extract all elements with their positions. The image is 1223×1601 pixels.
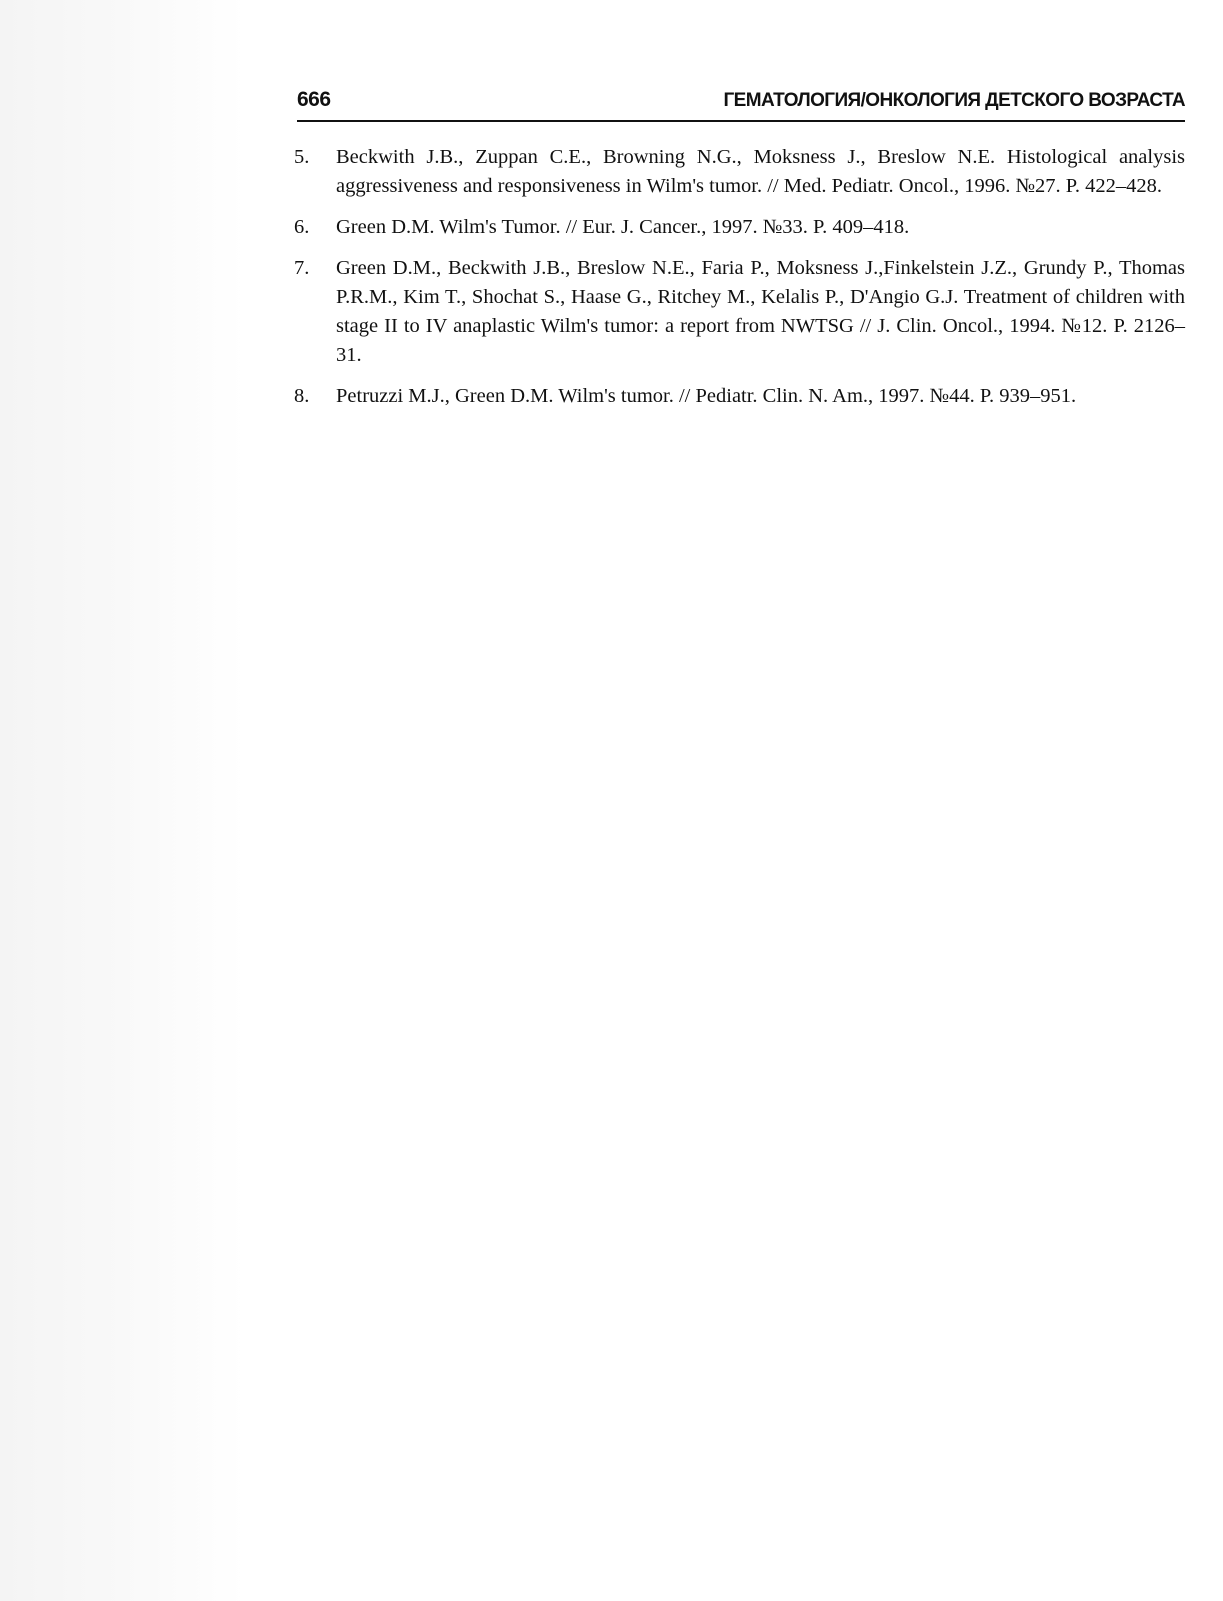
reference-number: 7.	[294, 257, 310, 279]
reference-text: Beckwith J.B., Zuppan C.E., Browning N.G., Moksness J., Breslow N.E. Histological analysis aggressiveness and responsiveness in Wilm's tumor. // Med. Pediatr. Oncol., 1996. №27. P. 422–428.	[336, 146, 1185, 197]
reference-item	[288, 382, 1185, 411]
reference-item	[288, 143, 1185, 201]
reference-text: Green D.M., Beckwith J.B., Breslow N.E., Faria P., Moksness J.,Finkelstein J.Z., Grundy P., Thomas P.R.M., Kim T., Shochat S., Haase G., Ritchey M., Kelalis P., D'Angio G.J. Treatment of children with stage II to IV anaplastic Wilm's tumor: a report from NWTSG // J. Clin. Oncol., 1994. №12. P. 2126–31.	[336, 257, 1185, 366]
reference-number: 5.	[294, 146, 310, 168]
running-title: ГЕМАТОЛОГИЯ/ОНКОЛОГИЯ ДЕТСКОГО ВОЗРАСТА	[723, 90, 1185, 111]
scan-shadow	[0, 0, 245, 1601]
reference-item	[288, 213, 1185, 242]
reference-number: 6.	[294, 216, 310, 238]
page-header	[297, 88, 1185, 122]
page-number: 666	[297, 88, 331, 111]
reference-number: 8.	[294, 385, 310, 407]
reference-item	[288, 254, 1185, 370]
reference-text: Green D.M. Wilm's Tumor. // Eur. J. Cancer., 1997. №33. P. 409–418.	[336, 216, 910, 238]
reference-text: Petruzzi M.J., Green D.M. Wilm's tumor. // Pediatr. Clin. N. Am., 1997. №44. P. 939–951.	[336, 385, 1077, 407]
reference-list	[288, 143, 1185, 423]
